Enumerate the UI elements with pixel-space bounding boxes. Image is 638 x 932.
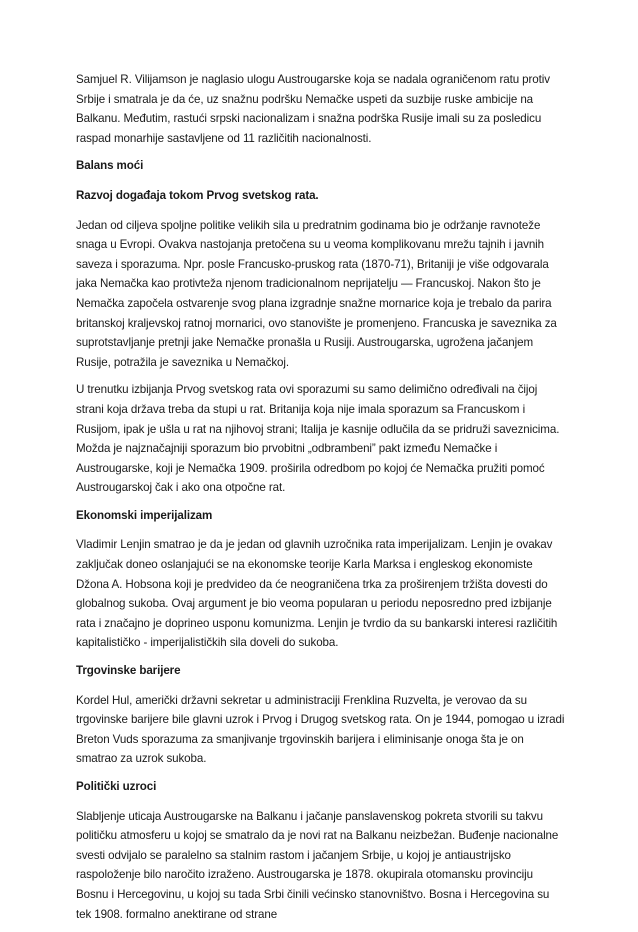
heading-ekonomski-imperijalizam: Ekonomski imperijalizam bbox=[76, 508, 213, 522]
document-body bbox=[76, 70, 566, 932]
heading-politicki-uzroci: Politički uzroci bbox=[76, 780, 157, 793]
heading-razvoj-dogadjaja: Razvoj događaja tokom Prvog svetskog rata. bbox=[76, 188, 319, 202]
heading-balans-moci: Balans moći bbox=[76, 159, 144, 173]
paragraph-balkan: Slabljenje uticaja Austrougarske na Balkanu i jačanje panslavenskog pokreta stvorili su takvu političku atmosferu u kojoj se smatralo da je novi rat na Balkanu neizbežan. Buđenje nacionalne svesti odvijalo se paralelno sa stalnim rastom i jačanjem Srbije, u kojoj je antiaustrijsko raspoloženje bilo naročito izraženo. Austrougarska je 1878. okupirala otomansku provinciju Bosnu i Hercegovinu, u kojoj su tada Srbi činili većinsko stanovništvo. Bosna i Hercegovina su tek 1908. formalno anektirane od strane bbox=[76, 809, 559, 921]
paragraph-lenjin: Vladimir Lenjin smatrao je da je jedan od glavnih uzročnika rata imperijalizam. Lenjin je ovakav zaključak doneo oslanjajući se na ekonomske teorije Karla Marksa i engleskog ekonomiste Džona A. Hobsona koji je predvideo da će neograničena trka za proširenjem tržišta dovesti do globalnog sukoba. Ovaj argument je bio veoma popularan u periodu neposredno pred izbijanje rata i značajno je doprineo usponu komunizma. Lenjin je tvrdio da su bankarski interesi različitih kapitalističko - imperijalističkih sila doveli do sukoba. bbox=[76, 538, 558, 650]
paragraph-sporazumi: U trenutku izbijanja Prvog svetskog rata ovi sporazumi su samo delimično određivali na čijoj strani koja država treba da stupi u rat. Britanija koja nije imala sporazum sa Francuskom i Rusijom, ipak je ušla u rat na njihovoj strani; Italija je kasnije odlučila da se pridruži saveznicima. Možda je najznačajniji sporazum bio prvobitni „odbrambeni” pakt između Nemačke i Austrougarske, koji je Nemačka 1909. proširila odredbom po kojoj će Nemačka pružiti pomoć Austrougarskoj čak i ako ona otpočne rat. bbox=[76, 383, 560, 495]
paragraph-intro: Samjuel R. Vilijamson je naglasio ulogu Austrougarske koja se nadala ograničenom ratu protiv Srbije i smatrala je da će, uz snažnu podršku Nemačke uspeti da suzbije ruske ambicije na Balkanu. Međutim, rastući srpski nacionalizam i snažna podrška Rusije imali su za posledicu raspad monarhije sastavljene od 11 različitih nacionalnosti. bbox=[76, 73, 550, 145]
heading-trgovinske-barijere: Trgovinske barijere bbox=[76, 664, 181, 678]
paragraph-kordel-hul: Kordel Hul, američki državni sekretar u administraciji Frenklina Ruzvelta, je verovao da su trgovinske barijere bile glavni uzrok i Prvog i Drugog svetskog rata. On je 1944, pomogao u izradi Breton Vuds sporazuma za smanjivanje trgovinskih barijera i eliminisanje onoga šta je on smatrao za uzrok sukoba. bbox=[76, 693, 565, 766]
paragraph-ravnoteza-snaga: Jedan od ciljeva spoljne politike velikih sila u predratnim godinama bio je održanje ravnoteže snaga u Evropi. Ovakva nastojanja pretočena su u veoma komplikovanu mrežu tajnih i javnih saveza i sporazuma. Npr. posle Francusko-pruskog rata (1870-71), Britaniji je više odgovarala jaka Nemačka kao protivteža njenom tradicionalnom neprijatelju — Francuskoj. Nakon što je Nemačka započela ostvarenje svog plana izgradnje snažne mornarice koja je trebalo da parira britanskoj kraljevskoj ratnoj mornarici, ovo stanovište je promenjeno. Francuska je saveznika za suprotstavljanje pretnji jake Nemačke pronašla u Rusiji. Austrougarska, ugrožena jačanjem Rusije, potražila je saveznika u Nemačkoj. bbox=[76, 218, 557, 369]
